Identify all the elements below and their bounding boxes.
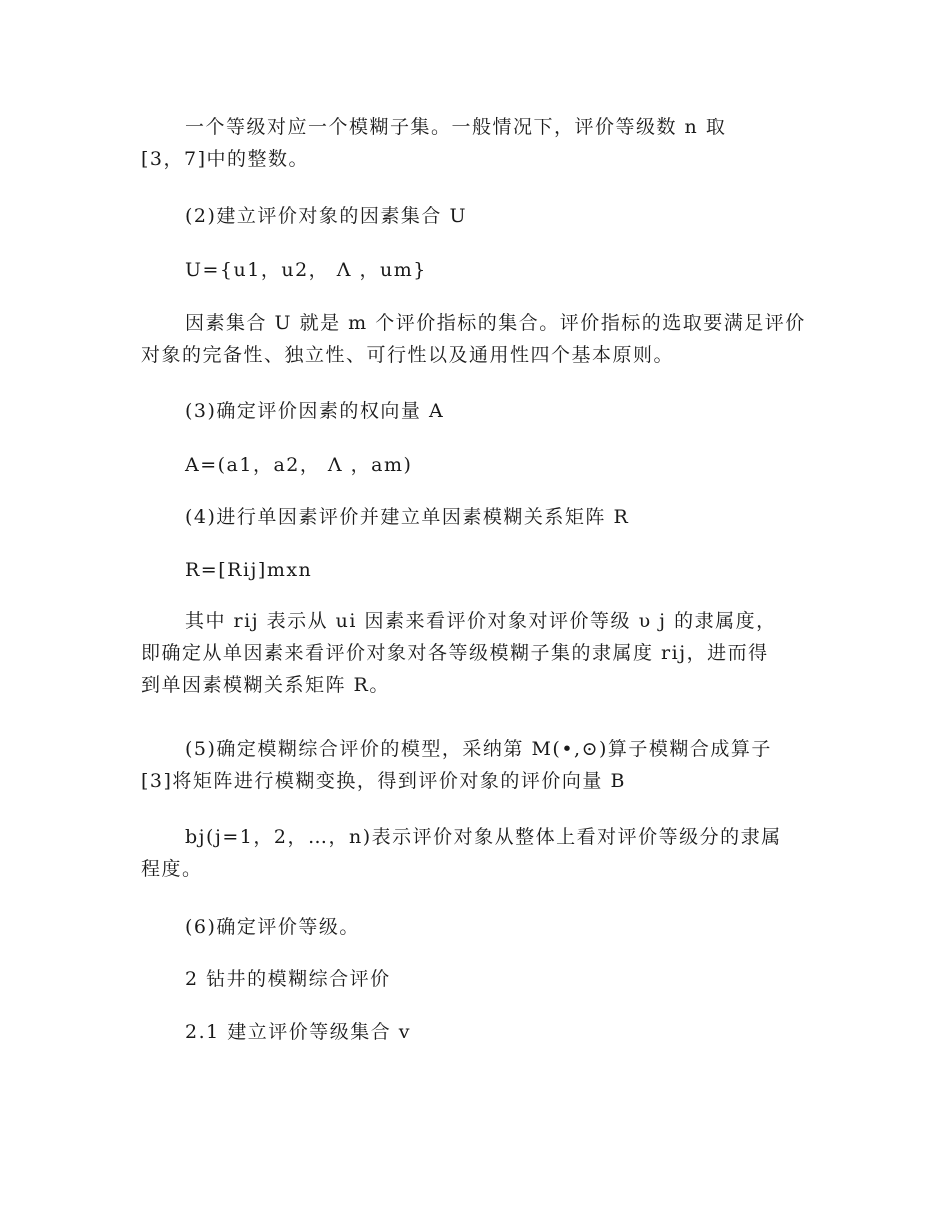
text-line: (5)确定模糊综合评价的模型，采纳第 M(•,⊙)算子模糊合成算子 <box>185 738 772 760</box>
text-line: R=[Rij]mxn <box>185 559 313 581</box>
text-line: (4)进行单因素评价并建立单因素模糊关系矩阵 R <box>185 506 630 528</box>
formula-weight-vector-a <box>141 449 813 481</box>
paragraph-factor-set-description <box>141 307 813 371</box>
text-line: 2 钻井的模糊综合评价 <box>185 968 391 990</box>
text-line: (3)确定评价因素的权向量 A <box>185 400 445 422</box>
text-line: 一个等级对应一个模糊子集。一般情况下，评价等级数 n 取 <box>185 116 727 138</box>
text-line: bj(j=1，2，…，n)表示评价对象从整体上看对评价等级分的隶属 <box>185 826 782 848</box>
text-line: U={u1，u2， Λ ，um} <box>185 259 427 281</box>
paragraph-membership-description <box>141 605 813 701</box>
text-line: (6)确定评价等级。 <box>185 916 360 938</box>
text-line: [3]将矩阵进行模糊变换，得到评价对象的评价向量 B <box>141 770 626 792</box>
text-line: [3，7]中的整数。 <box>141 148 310 170</box>
formula-relation-matrix-r <box>141 554 813 586</box>
text-line: (2)建立评价对象的因素集合 U <box>185 205 467 227</box>
step-2-heading <box>141 200 813 232</box>
step-6-heading <box>141 911 813 943</box>
text-line: 即确定从单因素来看评价对象对各等级模糊子集的隶属度 rij，进而得 <box>141 642 769 664</box>
text-line: 2.1 建立评价等级集合 v <box>185 1021 412 1043</box>
step-5-paragraph <box>141 733 813 797</box>
step-3-heading <box>141 395 813 427</box>
step-4-heading <box>141 501 813 533</box>
text-line: 对象的完备性、独立性、可行性以及通用性四个基本原则。 <box>141 344 675 366</box>
text-line: 因素集合 U 就是 m 个评价指标的集合。评价指标的选取要满足评价 <box>185 312 806 334</box>
text-line: 到单因素模糊关系矩阵 R。 <box>141 674 390 696</box>
section-2-1-heading <box>141 1016 813 1048</box>
text-line: 程度。 <box>141 858 203 880</box>
section-2-heading <box>141 963 813 995</box>
formula-factor-set-u <box>141 254 813 286</box>
paragraph-evaluation-grade-note <box>141 111 813 175</box>
text-line: 其中 rij 表示从 ui 因素来看评价对象对评价等级 υ j 的隶属度， <box>185 610 777 632</box>
paragraph-bj-description <box>141 821 813 885</box>
text-line: A=(a1，a2， Λ ，am) <box>185 454 413 476</box>
